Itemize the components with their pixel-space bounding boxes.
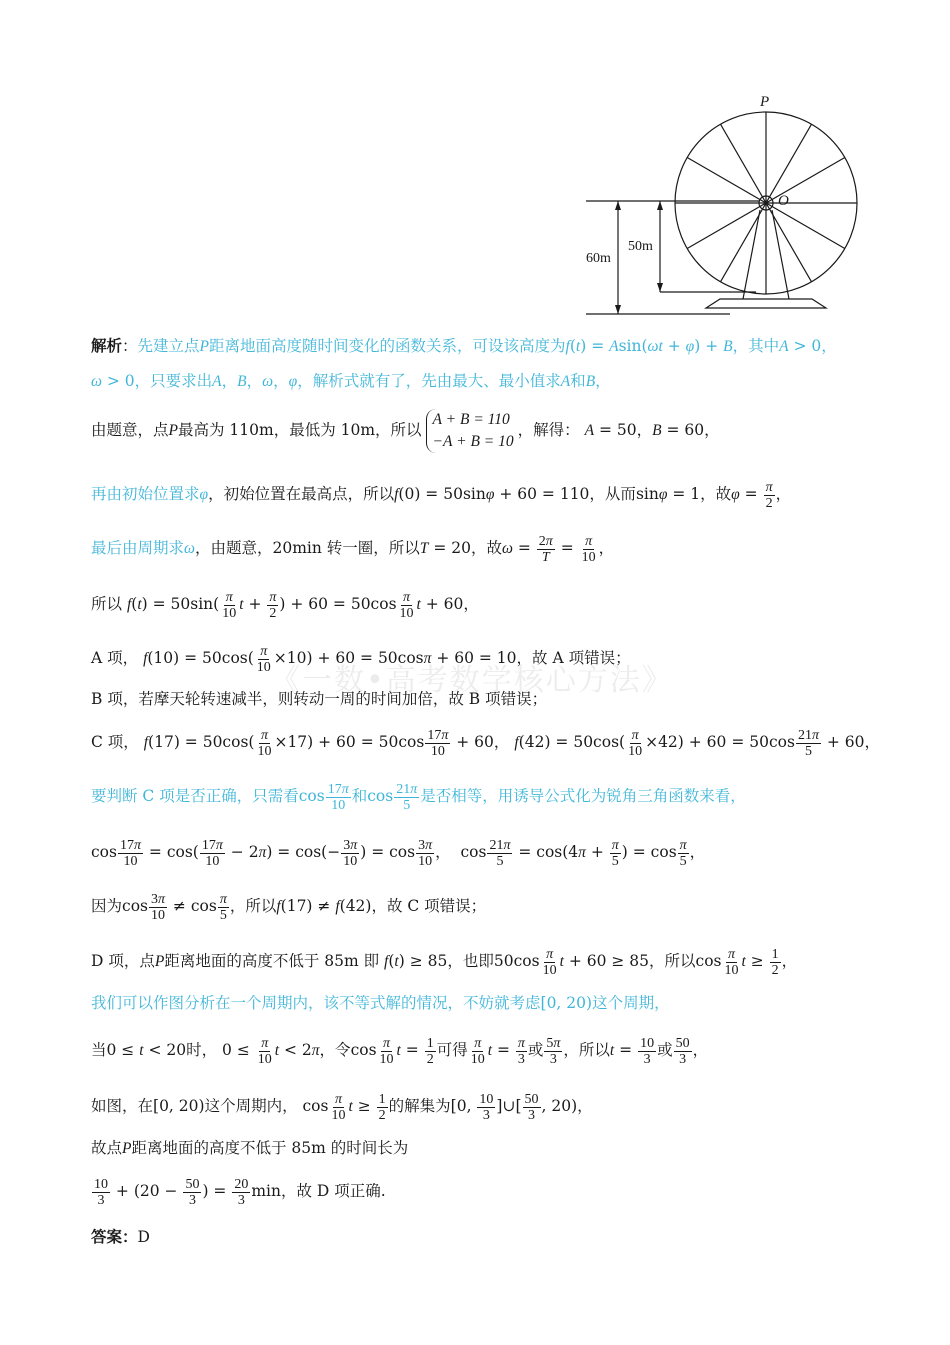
option-a-line: A 项， f(10) = 50cos( $\frac{\pi}{10}$ ×10) + 60 = 50cosπ + 60 = 10，故 A 项错误； [91,643,631,675]
option-d-solution-set-line: 如图，在[0, 20)这个周期内， cos $\frac{\pi}{10}$ t ≥ $\frac{1}{2}$ 的解集为[0, $\frac{10}{3}$ ]∪[ $\frac{50}{3}$ , 20)， [91,1091,593,1123]
label-o: O [778,193,789,209]
answer-value: D [137,1228,150,1246]
answer-line: 答案：D [91,1227,150,1246]
watermark: 《一数•高考数学核心方法》 [270,663,674,698]
option-c-judge-line: 要判断 C 项是否正确，只需看cos $\frac{17\pi}{10}$ 和cos $\frac{21\pi}{5}$ 是否相等，用诱导公式化为锐角三角函数来看， [91,781,746,813]
solution-intro-line1: 解析：先建立点P距离地面高度随时间变化的函数关系，可设该高度为f(t) = Asin(ωt + φ) + B，其中A > 0， [91,336,837,355]
height-lines [586,201,759,314]
option-d-conclusion-line: 故点P距离地面的高度不低于 85m 的时间长为 [91,1139,409,1157]
option-c-line: C 项， f(17) = 50cos( $\frac{\pi}{10}$ ×17) + 60 = 50cos $\frac{17\pi}{10}$ + 60， f(42) = 50cos( $\frac{\pi}{10}$ ×42) + 60 = 50cos $\frac{21\pi}{5}$ + 60， [91,727,881,759]
option-d-final-line: $\frac{10}{3}$ + (20 − $\frac{50}{3}$ ) = $\frac{20}{3}$ min，故 D 项正确. [94,1176,386,1208]
function-line: 所以 f(t) = 50sin( $\frac{\pi}{10}$ t + $\frac{\pi}{2}$ ) + 60 = 50cos $\frac{\pi}{10}$ t + 60， [91,589,479,621]
option-d-line: D 项，点P距离地面的高度不低于 85m 即 f(t) ≥ 85，也即50cos $\frac{\pi}{10}$ t + 60 ≥ 85，所以cos $\frac{\pi}{10}$ t ≥ $\frac{1}{2}$ ， [91,946,798,978]
label-50m: 50m [628,239,653,254]
ferris-wheel-figure [580,92,870,320]
max-min-line: 由题意，点P最高为 110m，最低为 10m，所以 A + B = 110 −A + B = 10 ，解得： A = 50，B = 60， [91,408,720,453]
option-d-hint-line: 我们可以作图分析在一个周期内，该不等式解的情况，不妨就考虑[0, 20)这个周期， [91,994,670,1012]
option-c-conclusion-line: 因为cos $\frac{3\pi}{10}$ ≠ cos $\frac{\pi}{5}$ ，所以f(17) ≠ f(42)，故 C 项错误； [91,891,487,923]
option-c-reduction-line: cos $\frac{17\pi}{10}$ = cos( $\frac{17\pi}{10}$ − 2π) = cos(− $\frac{3\pi}{10}$ ) = cos $\frac{3\pi}{10}$ ， cos $\frac{21\pi}{5}$ = cos(4π + $\frac{\pi}{5}$ ) = cos $\frac{\pi}{5}$ ， [91,837,706,869]
phase-line: 再由初始位置求φ，初始位置在最高点，所以f(0) = 50sinφ + 60 = 110，从而sinφ = 1，故φ = $\frac{\pi}{2}$ ， [91,479,792,511]
label-60m: 60m [586,251,611,266]
solution-intro-line2: ω > 0，只要求出A，B，ω，φ，解析式就有了，先由最大、最小值求A和B， [91,372,611,390]
option-b-line: B 项，若摩天轮转速减半，则转动一周的时间加倍，故 B 项错误； [91,690,548,708]
label-p: P [760,94,770,110]
period-line: 最后由周期求ω，由题意，20min 转一圈，所以T = 20，故ω = $\frac{2\pi}{T}$ = $\frac{\pi}{10}$ ， [91,533,615,565]
option-d-solve-line: 当0 ≤ t < 20时， 0 ≤ $\frac{\pi}{10}$ t < 2π，令cos $\frac{\pi}{10}$ t = $\frac{1}{2}$ 可得 $\frac{\pi}{10}$ t = $\frac{\pi}{3}$ 或 $\frac{5\pi}{3}$ ，所以t = $\frac{10}{3}$ 或 $\frac{50}{3}$ ， [91,1035,709,1067]
